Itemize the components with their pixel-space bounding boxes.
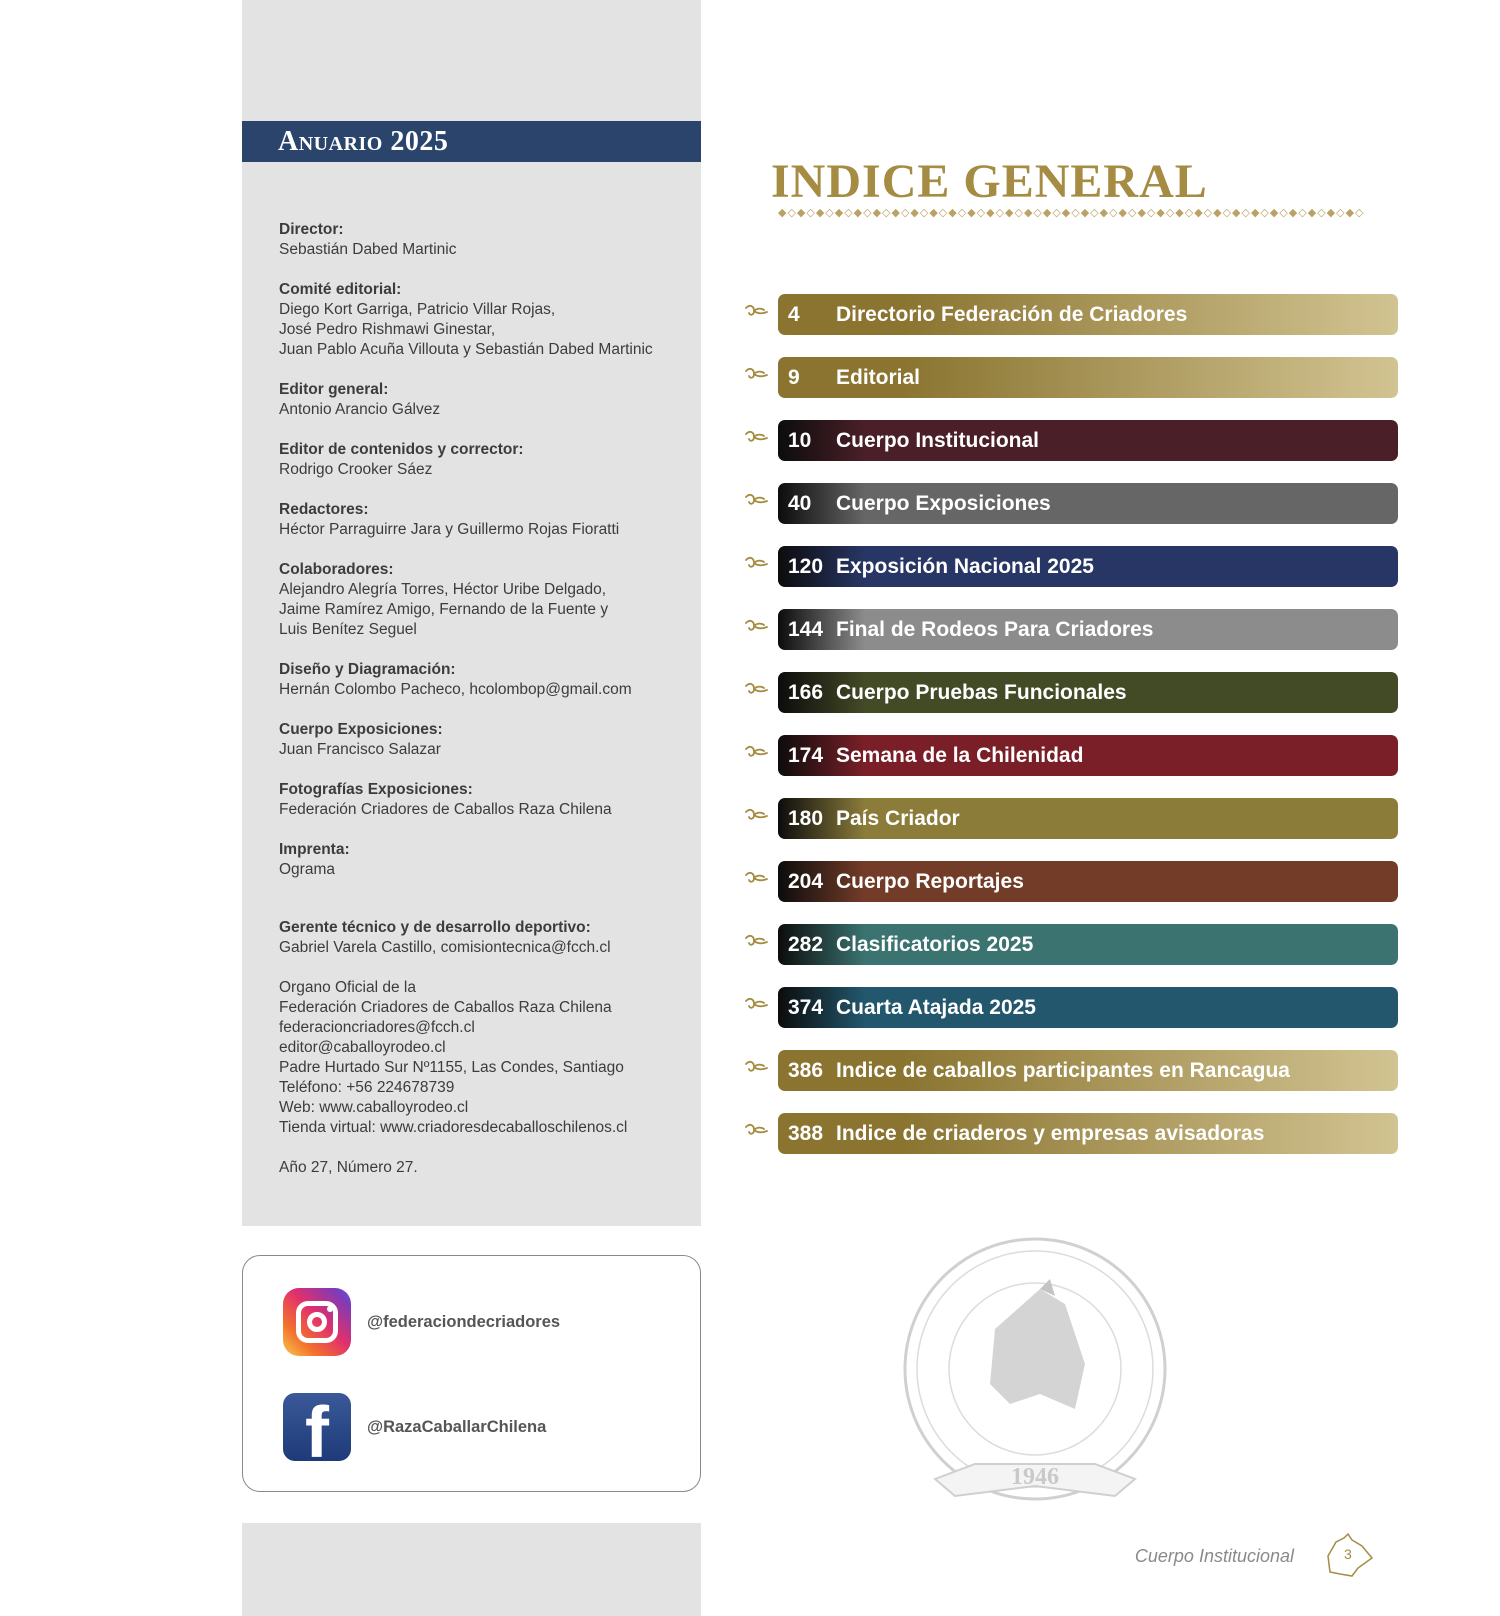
toc-item[interactable] bbox=[744, 609, 1398, 650]
toc-label: Exposición Nacional 2025 bbox=[836, 554, 1094, 578]
credit-block bbox=[279, 720, 689, 760]
toc-label: Cuerpo Exposiciones bbox=[836, 491, 1051, 515]
title-ornament: ◆◇◆◇◆◇◆◇◆◇◆◇◆◇◆◇◆◇◆◇◆◇◆◇◆◇◆◇◆◇◆◇◆◇◆◇◆◇◆◇◆◇◆◇◆◇◆◇◆◇◆◇◆◇◆◇◆◇◆◇◆◇ bbox=[778, 207, 1365, 219]
ornament-bullet-icon bbox=[744, 617, 768, 639]
credit-role: Cuerpo Exposiciones: bbox=[279, 721, 443, 738]
index-title: INDICE GENERAL bbox=[771, 155, 1208, 208]
toc-bar[interactable] bbox=[778, 987, 1398, 1028]
credit-block bbox=[279, 380, 689, 420]
toc-item[interactable] bbox=[744, 483, 1398, 524]
credit-name: Rodrigo Crooker Sáez bbox=[279, 461, 433, 478]
instagram-row[interactable] bbox=[283, 1288, 560, 1356]
ornament-bullet-icon bbox=[744, 1121, 768, 1143]
toc-page-number: 120 bbox=[788, 554, 824, 578]
toc-page-number: 374 bbox=[788, 995, 824, 1019]
credit-name: Antonio Arancio Gálvez bbox=[279, 401, 441, 418]
toc-label: Cuerpo Reportajes bbox=[836, 869, 1024, 893]
org-email[interactable]: editor@caballoyrodeo.cl bbox=[279, 1039, 446, 1056]
toc-bar[interactable] bbox=[778, 420, 1398, 461]
toc-bar[interactable] bbox=[778, 798, 1398, 839]
org-email[interactable]: federacioncriadores@fcch.cl bbox=[279, 1019, 475, 1036]
ornament-bullet-icon bbox=[744, 806, 768, 828]
toc-bar[interactable] bbox=[778, 546, 1398, 587]
credit-name: Federación Criadores de Caballos Raza Chilena bbox=[279, 801, 612, 818]
toc-label: Directorio Federación de Criadores bbox=[836, 302, 1188, 326]
credit-block bbox=[279, 560, 689, 640]
toc-item[interactable] bbox=[744, 672, 1398, 713]
toc-label: Semana de la Chilenidad bbox=[836, 743, 1084, 767]
ornament-bullet-icon bbox=[744, 365, 768, 387]
toc-item[interactable] bbox=[744, 861, 1398, 902]
toc-label: Editorial bbox=[836, 365, 921, 389]
credit-role: Comité editorial: bbox=[279, 281, 402, 298]
toc-bar[interactable] bbox=[778, 924, 1398, 965]
toc-bar[interactable] bbox=[778, 735, 1398, 776]
toc-item[interactable] bbox=[744, 1113, 1398, 1154]
page-number: 3 bbox=[1344, 1546, 1352, 1562]
toc-label: Clasificatorios 2025 bbox=[836, 932, 1034, 956]
ornament-bullet-icon bbox=[744, 869, 768, 891]
ornament-bullet-icon bbox=[744, 491, 768, 513]
credit-name: Juan Francisco Salazar bbox=[279, 741, 441, 758]
org-phone: Teléfono: +56 224678739 bbox=[279, 1079, 455, 1096]
ornament-bullet-icon bbox=[744, 995, 768, 1017]
toc-page-number: 40 bbox=[788, 491, 812, 515]
toc-label: Cuarta Atajada 2025 bbox=[836, 995, 1036, 1019]
ornament-bullet-icon bbox=[744, 743, 768, 765]
toc-page-number: 4 bbox=[788, 302, 800, 326]
org-address: Padre Hurtado Sur Nº1155, Las Condes, Santiago bbox=[279, 1059, 624, 1076]
instagram-icon[interactable] bbox=[283, 1288, 351, 1356]
credit-role: Fotografías Exposiciones: bbox=[279, 781, 473, 798]
toc-bar[interactable] bbox=[778, 672, 1398, 713]
ornament-bullet-icon bbox=[744, 428, 768, 450]
toc-label: Indice de caballos participantes en Rancagua bbox=[836, 1058, 1290, 1082]
org-line: Federación Criadores de Caballos Raza Chilena bbox=[279, 999, 612, 1016]
ornament-bullet-icon bbox=[744, 554, 768, 576]
toc-page-number: 10 bbox=[788, 428, 812, 452]
masthead-title: Anuario 2025 bbox=[278, 125, 449, 157]
credit-name: Luis Benítez Seguel bbox=[279, 621, 417, 638]
federation-seal-logo bbox=[890, 1234, 1180, 1524]
credit-name: Héctor Parraguirre Jara y Guillermo Rojas Fioratti bbox=[279, 521, 620, 538]
toc-page-number: 174 bbox=[788, 743, 824, 767]
footer-section-label: Cuerpo Institucional bbox=[1134, 1546, 1294, 1566]
toc-page-number: 180 bbox=[788, 806, 824, 830]
toc-item[interactable] bbox=[744, 420, 1398, 461]
toc-label: Cuerpo Institucional bbox=[836, 428, 1040, 452]
facebook-handle[interactable]: @RazaCaballarChilena bbox=[367, 1417, 547, 1436]
ornament-bullet-icon bbox=[744, 680, 768, 702]
toc-item[interactable] bbox=[744, 546, 1398, 587]
ornament-bullet-icon bbox=[744, 302, 768, 324]
credit-role: Colaboradores: bbox=[279, 561, 394, 578]
ornament-bullet-icon bbox=[744, 932, 768, 954]
toc-item[interactable] bbox=[744, 924, 1398, 965]
toc-item[interactable] bbox=[744, 294, 1398, 335]
credit-name: José Pedro Rishmawi Ginestar, bbox=[279, 321, 496, 338]
credit-role: Imprenta: bbox=[279, 841, 350, 858]
credits-list bbox=[279, 220, 689, 1178]
toc-bar[interactable] bbox=[778, 294, 1398, 335]
credit-block bbox=[279, 918, 689, 958]
credit-block bbox=[279, 440, 689, 480]
org-line: Organo Oficial de la bbox=[279, 979, 416, 996]
social-media-box bbox=[242, 1255, 701, 1492]
toc-label: Cuerpo Pruebas Funcionales bbox=[836, 680, 1127, 704]
credit-role: Editor general: bbox=[279, 381, 389, 398]
seal-year: 1946 bbox=[1011, 1464, 1059, 1490]
toc-page-number: 388 bbox=[788, 1121, 824, 1145]
toc-bar[interactable] bbox=[778, 357, 1398, 398]
instagram-handle[interactable]: @federaciondecriadores bbox=[367, 1312, 561, 1331]
credit-name: Hernán Colombo Pacheco, hcolombop@gmail.com bbox=[279, 681, 632, 698]
credit-name: Alejandro Alegría Torres, Héctor Uribe Delgado, bbox=[279, 581, 607, 598]
toc-page-number: 9 bbox=[788, 365, 800, 389]
credit-block bbox=[279, 220, 689, 260]
credit-name: Juan Pablo Acuña Villouta y Sebastián Dabed Martinic bbox=[279, 341, 653, 358]
toc-item[interactable] bbox=[744, 987, 1398, 1028]
credit-role: Director: bbox=[279, 221, 344, 238]
masthead-title-band bbox=[242, 121, 701, 162]
issue-line: Año 27, Número 27. bbox=[279, 1159, 418, 1176]
organization-info bbox=[279, 978, 689, 1178]
toc-page-number: 144 bbox=[788, 617, 824, 641]
page-number-badge bbox=[1322, 1532, 1374, 1578]
toc-page-number: 166 bbox=[788, 680, 824, 704]
toc-bar[interactable] bbox=[778, 1050, 1398, 1091]
org-web[interactable]: Web: www.caballoyrodeo.cl bbox=[279, 1099, 469, 1116]
toc-page-number: 282 bbox=[788, 932, 824, 956]
toc-bar[interactable] bbox=[778, 609, 1398, 650]
masthead-panel-bottom bbox=[242, 1523, 701, 1616]
credit-name: Diego Kort Garriga, Patricio Villar Rojas, bbox=[279, 301, 556, 318]
facebook-row[interactable] bbox=[283, 1393, 547, 1473]
toc-label: País Criador bbox=[836, 806, 960, 830]
toc-item[interactable] bbox=[744, 1050, 1398, 1091]
toc-page-number: 386 bbox=[788, 1058, 824, 1082]
credit-role: Redactores: bbox=[279, 501, 369, 518]
toc-bar[interactable] bbox=[778, 483, 1398, 524]
credit-block bbox=[279, 500, 689, 540]
toc-item[interactable] bbox=[744, 798, 1398, 839]
credit-block bbox=[279, 780, 689, 820]
org-store[interactable]: Tienda virtual: www.criadoresdecaballoschilenos.cl bbox=[279, 1119, 628, 1136]
credit-name: Gabriel Varela Castillo, comisiontecnica@fcch.cl bbox=[279, 939, 611, 956]
ornament-bullet-icon bbox=[744, 1058, 768, 1080]
credit-name: Ograma bbox=[279, 861, 335, 878]
toc-label: Final de Rodeos Para Criadores bbox=[836, 617, 1154, 641]
facebook-icon[interactable]: f bbox=[283, 1393, 351, 1461]
credit-role: Diseño y Diagramación: bbox=[279, 661, 456, 678]
toc-label: Indice de criaderos y empresas avisadoras bbox=[836, 1121, 1265, 1145]
toc-item[interactable] bbox=[744, 735, 1398, 776]
credit-name: Jaime Ramírez Amigo, Fernando de la Fuente y bbox=[279, 601, 609, 618]
credit-block bbox=[279, 840, 689, 880]
toc-bar[interactable] bbox=[778, 1113, 1398, 1154]
toc-bar[interactable] bbox=[778, 861, 1398, 902]
credit-role: Editor de contenidos y corrector: bbox=[279, 441, 524, 458]
toc-item[interactable] bbox=[744, 357, 1398, 398]
credit-block bbox=[279, 660, 689, 700]
credit-role: Gerente técnico y de desarrollo deportivo: bbox=[279, 919, 591, 936]
credit-name: Sebastián Dabed Martinic bbox=[279, 241, 457, 258]
credit-block bbox=[279, 280, 689, 360]
toc-page-number: 204 bbox=[788, 869, 824, 893]
